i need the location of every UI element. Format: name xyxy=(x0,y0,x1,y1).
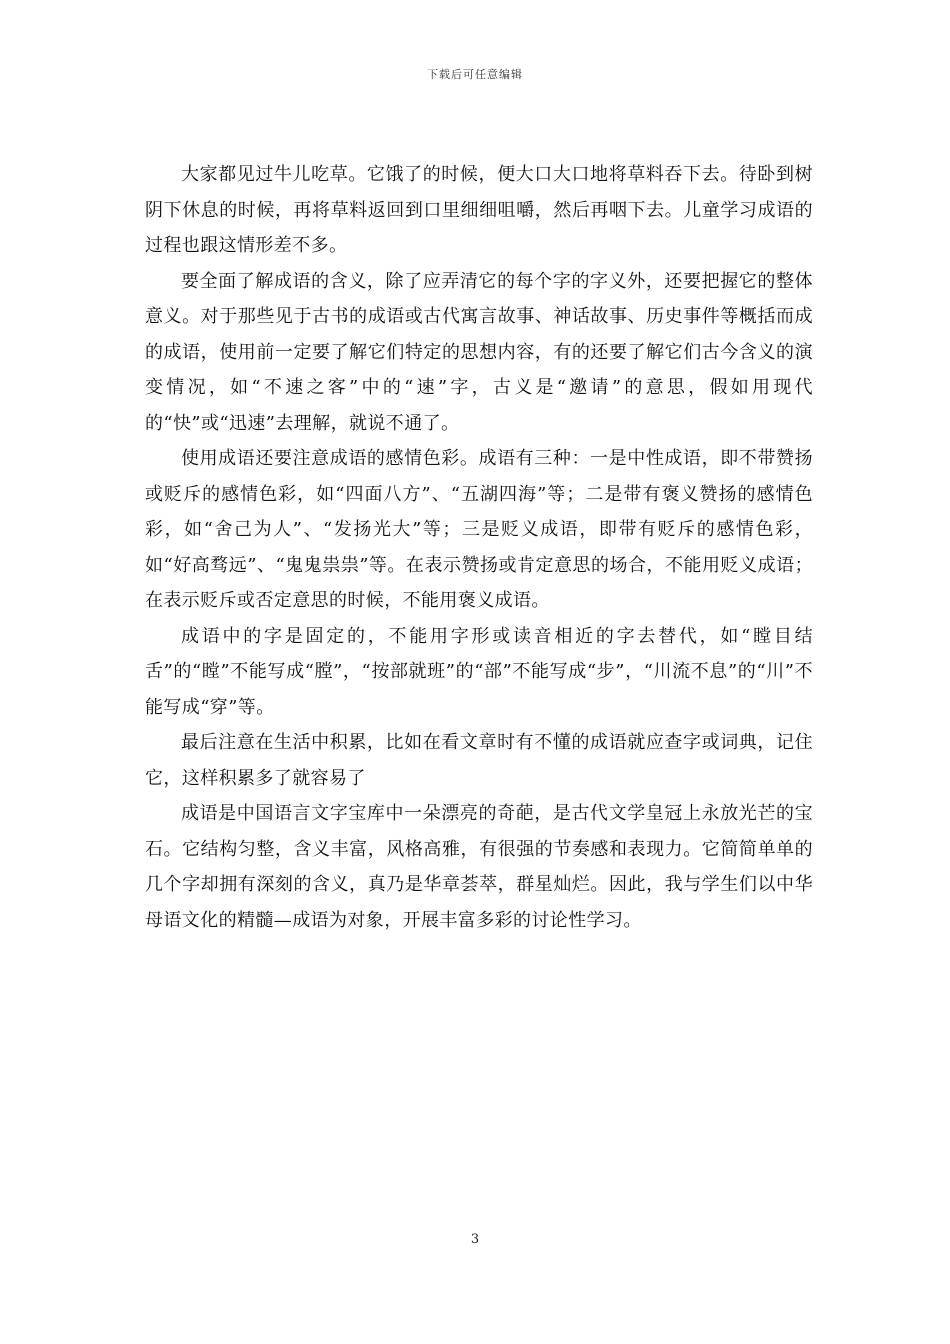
paragraph-accumulation: 最后注意在生活中积累，比如在看文章时有不懂的成语就应查字或词典，记住它，这样积累多了就容易了 xyxy=(145,732,813,789)
document-body xyxy=(145,157,813,938)
page-number: 3 xyxy=(470,1232,480,1247)
paragraph-meaning: 要全面了解成语的含义，除了应弄清它的每个字的字义外，还要把握它的整体意义。对于那些见于古书的成语或古代寓言故事、神话故事、历史事件等概括而成的成语，使用前一定要了解它们特定的思想内容，有的还要了解它们古今含义的演变情况，如“不速之客”中的“速”字，古义是“邀请”的意思，假如用现代的“快”或“迅速”去理解，就说不通了。 xyxy=(145,270,813,434)
paragraph-emotional-color: 使用成语还要注意成语的感情色彩。成语有三种：一是中性成语，即不带赞扬或贬斥的感情色彩，如“四面八方”、“五湖四海”等；二是带有褒义赞扬的感情色彩，如“舍己为人”、“发扬光大”等；三是贬义成语，即带有贬斥的感情色彩，如“好高骛远”、“鬼鬼祟祟”等。在表示赞扬或肯定意思的场合，不能用贬义成语；在表示贬斥或否定意思的时候，不能用褒义成语。 xyxy=(145,448,813,611)
paragraph-fixed-characters: 成语中的字是固定的，不能用字形或读音相近的字去替代，如“瞠目结舌”的“瞠”不能写成“膛”，“按部就班”的“部”不能写成“步”，“川流不息”的“川”不能写成“穿”等。 xyxy=(145,625,813,718)
page-header: 下载后可任意编辑 xyxy=(427,68,523,81)
paragraph-conclusion: 成语是中国语言文字宝库中一朵漂亮的奇葩，是古代文学皇冠上永放光芒的宝石。它结构匀整，含义丰富，风格高雅，有很强的节奏感和表现力。它简简单单的几个字却拥有深刻的含义，真乃是华章荟萃，群星灿烂。因此，我与学生们以中华母语文化的精髓—成语为对象，开展丰富多彩的讨论性学习。 xyxy=(145,803,813,931)
paragraph-cattle-analogy: 大家都见过牛儿吃草。它饿了的时候，便大口大口地将草料吞下去。待卧到树阴下休息的时候，再将草料返回到口里细细咀嚼，然后再咽下去。儿童学习成语的过程也跟这情形差不多。 xyxy=(145,164,813,256)
